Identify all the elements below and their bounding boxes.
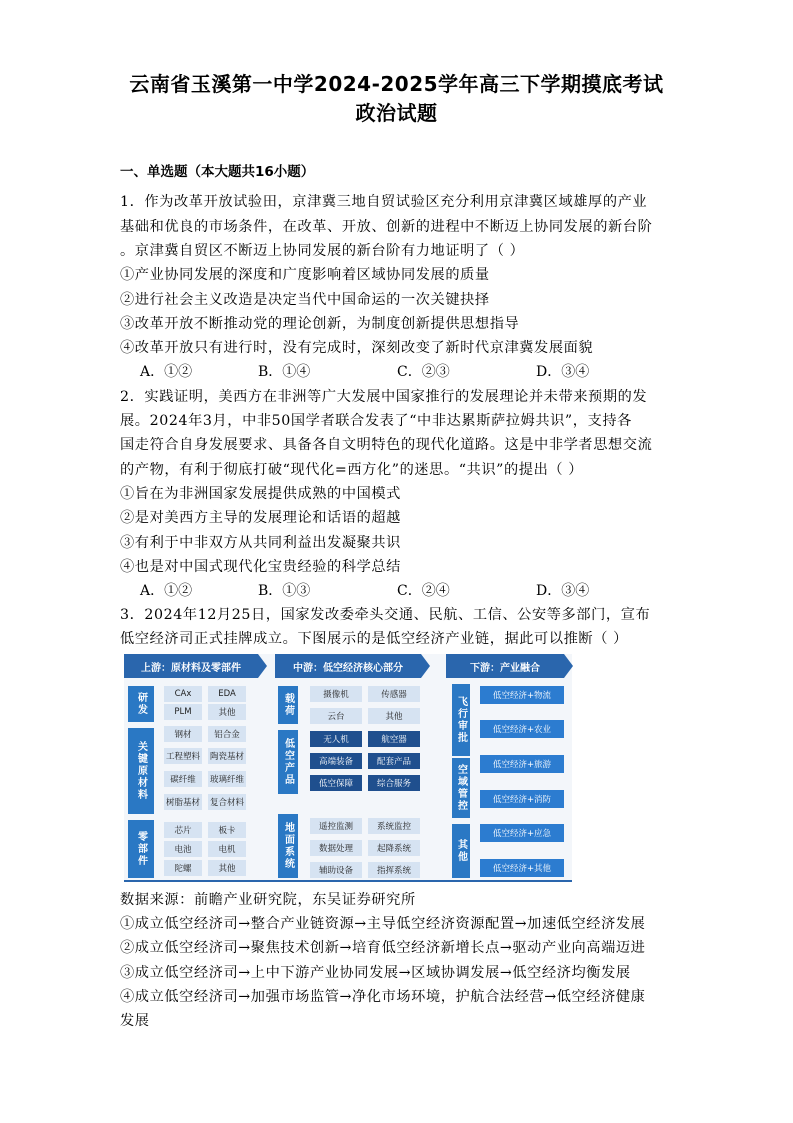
chain-item: 低空经济+旅游 (480, 755, 564, 773)
chain-item: 铝合金 (208, 726, 246, 742)
section-heading: 一、单选题（本大题共16小题） (120, 164, 315, 180)
q1-line: 1．作为改革开放试验田，京津冀三地自贸试验区充分利用京津冀区域雄厚的产业 (120, 194, 648, 210)
chain-item: CAx (164, 686, 202, 702)
chain-item: 电池 (164, 841, 202, 857)
data-source: 数据来源：前瞻产业研究院，东吴证券研究所 (120, 892, 416, 908)
q2-line: 2．实践证明，美西方在非洲等广大发展中国家推行的发展理论并未带来预期的发 (120, 389, 648, 405)
q3-statement: ③成立低空经济司→上中下游产业协同发展→区域协调发展→低空经济均衡发展 (120, 965, 631, 981)
chain-item: 其他 (368, 708, 420, 724)
q2-statement: ③有利于中非双方从共同利益出发凝聚共识 (120, 535, 401, 551)
chain-item: 陀螺 (164, 860, 202, 876)
option-c[interactable]: C．②③ (397, 364, 450, 380)
option-b[interactable]: B．①④ (258, 364, 311, 380)
midstream-group-label: 地面系统 (278, 814, 298, 878)
option-c[interactable]: C．②④ (397, 583, 450, 599)
chain-item: 传感器 (368, 686, 420, 702)
q1-line: 。京津冀自贸区不断迈上协同发展的新台阶有力地证明了（ ） (120, 243, 525, 259)
chain-item: 低空经济+应急 (480, 824, 564, 842)
upstream-header: 上游：原材料及零部件 (124, 654, 258, 678)
option-d[interactable]: D．③④ (536, 583, 590, 599)
chain-item: 低空保障 (310, 775, 362, 791)
q3-line: 低空经济司正式挂牌成立。下图展示的是低空经济产业链，据此可以推断（ ） (120, 631, 628, 647)
chain-item: 树脂基材 (164, 794, 202, 810)
chain-item: 低空经济+物流 (480, 686, 564, 704)
chain-item: 低空经济+其他 (480, 859, 564, 877)
exam-title: 云南省玉溪第一中学2024-2025学年高三下学期摸底考试 (129, 72, 664, 96)
chain-item: 复合材料 (208, 794, 246, 810)
q1-statement: ④改革开放只有进行时，没有完成时，深刻改变了新时代京津冀发展面貌 (120, 340, 594, 356)
chain-item: 起降系统 (368, 840, 420, 856)
downstream-group-label: 飞行审批 (452, 684, 470, 756)
downstream-group-label: 空域管控 (452, 758, 470, 818)
chain-item: 玻璃纤维 (208, 771, 246, 787)
midstream-header: 中游：低空经济核心部分 (275, 654, 421, 678)
chain-item: 云台 (310, 708, 362, 724)
chain-item: 系统监控 (368, 818, 420, 834)
chain-item: 辅助设备 (310, 862, 362, 878)
midstream-group-label: 低空产品 (278, 730, 298, 794)
q3-line: 3．2024年12月25日，国家发改委牵头交通、民航、工信、公安等多部门，宣布 (120, 607, 651, 623)
chain-item: 低空经济+农业 (480, 720, 564, 738)
downstream-header: 下游：产业融合 (446, 654, 564, 678)
upstream-group-label: 零部件 (128, 820, 154, 878)
chain-item: 无人机 (310, 731, 362, 747)
exam-subtitle: 政治试题 (355, 101, 438, 125)
chain-item: 板卡 (208, 822, 246, 838)
option-a[interactable]: A．①② (140, 583, 193, 599)
chain-item: 其他 (208, 860, 246, 876)
chain-item: 数据处理 (310, 840, 362, 856)
chain-item: PLM (164, 704, 202, 720)
option-a[interactable]: A．①② (140, 364, 193, 380)
q3-statement: 发展 (120, 1013, 150, 1029)
chain-item: 芯片 (164, 822, 202, 838)
chain-item: 陶瓷基材 (208, 748, 246, 764)
q3-statement: ④成立低空经济司→加强市场监管→净化市场环境，护航合法经营→低空经济健康 (120, 989, 646, 1005)
chain-item: 碳纤维 (164, 771, 202, 787)
downstream-group-label: 其他 (452, 824, 470, 878)
q1-statement: ①产业协同发展的深度和广度影响着区域协同发展的质量 (120, 267, 490, 283)
diagram-divider (124, 880, 572, 882)
q2-line: 国走符合自身发展要求、具备各自文明特色的现代化道路。这是中非学者思想交流 (120, 437, 653, 453)
q2-statement: ①旨在为非洲国家发展提供成熟的中国模式 (120, 486, 401, 502)
q3-statement: ②成立低空经济司→聚焦技术创新→培育低空经济新增长点→驱动产业向高端迈进 (120, 940, 646, 956)
chain-item: 低空经济+消防 (480, 790, 564, 808)
q2-statement: ④也是对中国式现代化宝贵经验的科学总结 (120, 559, 401, 575)
upstream-group-label: 关键原材料 (128, 728, 154, 814)
option-b[interactable]: B．①③ (258, 583, 311, 599)
chain-item: 其他 (208, 704, 246, 720)
q1-statement: ③改革开放不断推动党的理论创新，为制度创新提供思想指导 (120, 316, 520, 332)
chain-item: 高端装备 (310, 753, 362, 769)
chain-item: 遥控监测 (310, 818, 362, 834)
upstream-group-label: 研发 (128, 686, 154, 722)
option-d[interactable]: D．③④ (536, 364, 590, 380)
q3-statement: ①成立低空经济司→整合产业链资源→主导低空经济资源配置→加速低空经济发展 (120, 916, 646, 932)
chain-item: 钢材 (164, 726, 202, 742)
chain-item: 航空器 (368, 731, 420, 747)
chain-item: 工程塑料 (164, 748, 202, 764)
industry-chain-diagram (124, 654, 572, 882)
midstream-group-label: 载荷 (278, 686, 298, 724)
chain-item: 摄像机 (310, 686, 362, 702)
q1-line: 基础和优良的市场条件，在改革、开放、创新的进程中不断迈上协同发展的新台阶 (120, 219, 653, 235)
q1-statement: ②进行社会主义改造是决定当代中国命运的一次关键抉择 (120, 292, 490, 308)
chain-item: 指挥系统 (368, 862, 420, 878)
q2-line: 展。2024年3月，中非50国学者联合发表了“中非达累斯萨拉姆共识”，支持各 (120, 413, 632, 429)
chain-item: EDA (208, 686, 246, 702)
chain-item: 综合服务 (368, 775, 420, 791)
q2-statement: ②是对美西方主导的发展理论和话语的超越 (120, 510, 401, 526)
q2-line: 的产物，有利于彻底打破“现代化=西方化”的迷思。“共识”的提出（ ） (120, 462, 584, 478)
chain-item: 电机 (208, 841, 246, 857)
chain-item: 配套产品 (368, 753, 420, 769)
